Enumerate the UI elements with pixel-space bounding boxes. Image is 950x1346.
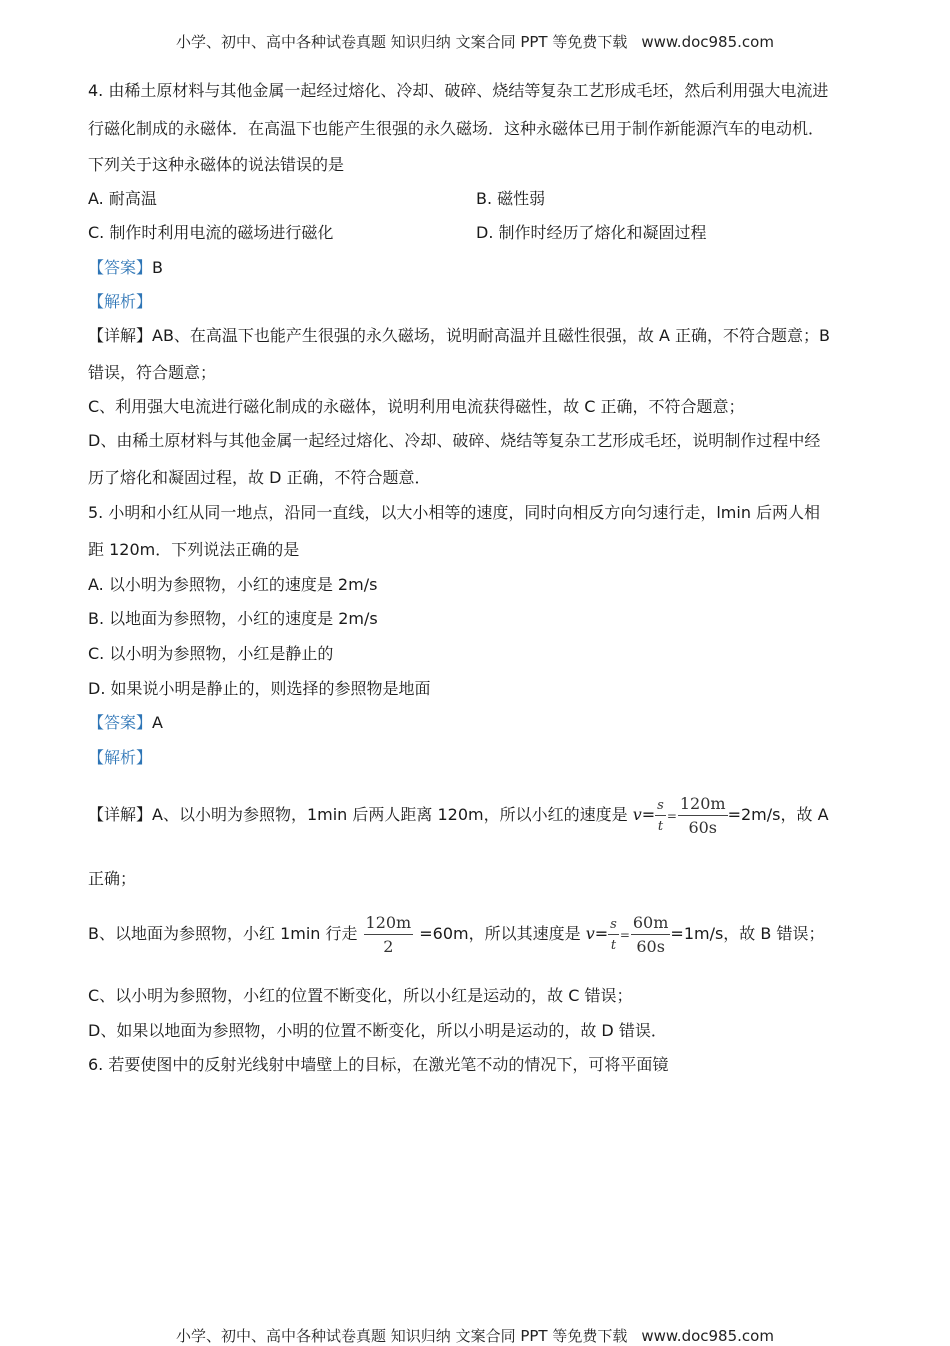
q5-detail-line-2 <box>88 904 824 965</box>
q5-stem-line-2: 距 120m．下列说法正确的是 <box>88 540 300 559</box>
header-text: 小学、初中、高中各种试卷真题 知识归纳 文案合同 PPT 等免费下载 <box>176 33 628 51</box>
header-url[interactable]: www.doc985.com <box>641 33 774 51</box>
q4-stem-line-1: 4. 由稀土原材料与其他金属一起经过熔化、冷却、破碎、烧结等复杂工艺形成毛坯，然后利用强大电流进 <box>88 81 829 100</box>
q4-stem-line-2: 行磁化制成的永磁体．在高温下也能产生很强的永久磁场．这种永磁体已用于制作新能源汽车的电动机． <box>88 119 825 138</box>
fraction-denominator: t <box>610 937 617 953</box>
answer-tag: 【答案】 <box>88 258 153 277</box>
q5-analysis-tag: 【解析】 <box>88 748 153 767</box>
q5-option-b: B. 以地面为参照物，小红的速度是 2m/s <box>88 609 378 628</box>
q5-answer <box>88 713 163 733</box>
q4-analysis-tag: 【解析】 <box>88 292 153 311</box>
q5-detail-line-4: D、如果以地面为参照物，小明的位置不断变化，所以小明是运动的，故 D 错误． <box>88 1021 667 1040</box>
fraction-numerator: 120m <box>364 915 414 935</box>
fraction-denominator: 60s <box>688 817 718 837</box>
fraction-60m-over-60s <box>631 912 671 956</box>
answer-tag: 【答案】 <box>88 713 153 732</box>
q4-detail-line-3: C、利用强大电流进行磁化制成的永磁体，说明利用电流获得磁性，故 C 正确，不符合题意； <box>88 397 745 416</box>
q5-detail-line-3: C、以小明为参照物，小红的位置不断变化，所以小红是运动的，故 C 错误； <box>88 986 633 1005</box>
q4-option-d: D. 制作时经历了熔化和凝固过程 <box>476 223 707 242</box>
equals-sign: = <box>594 924 609 943</box>
fraction-numerator: s <box>608 918 619 935</box>
q5-option-a: A. 以小明为参照物，小红的速度是 2m/s <box>88 575 378 594</box>
q5-option-c: C. 以小明为参照物，小红是静止的 <box>88 644 334 663</box>
fraction-120m-over-2 <box>364 912 414 956</box>
fraction-120m-over-60s <box>678 793 728 837</box>
footer-url[interactable]: www.doc985.com <box>641 1327 774 1345</box>
q4-detail-line-5: 历了熔化和凝固过程，故 D 正确，不符合题意． <box>88 468 431 487</box>
detail-text: 【详解】A、以小明为参照物，1min 后两人距离 120m，所以小红的速度是 <box>88 805 633 824</box>
answer-value: A <box>152 713 163 732</box>
footer-text: 小学、初中、高中各种试卷真题 知识归纳 文案合同 PPT 等免费下载 <box>176 1327 628 1345</box>
answer-value: B <box>152 258 163 277</box>
q6-stem: 6. 若要使图中的反射光线射中墙壁上的目标，在激光笔不动的情况下，可将平面镜 <box>88 1055 669 1074</box>
detail-text: =60m，所以其速度是 <box>419 924 586 943</box>
q5-stem-line-1: 5. 小明和小红从同一地点，沿同一直线，以大小相等的速度，同时向相反方向匀速行走，lmin 后两人相 <box>88 503 821 522</box>
q4-option-a: A. 耐高温 <box>88 189 157 208</box>
q4-stem-line-3: 下列关于这种永磁体的说法错误的是 <box>88 155 345 174</box>
q5-detail-line-1 <box>88 793 829 838</box>
fraction-denominator: 2 <box>383 936 394 956</box>
fraction-numerator: 120m <box>678 796 728 816</box>
q4-answer <box>88 258 163 278</box>
detail-text: B、以地面为参照物，小红 1min 行走 <box>88 924 358 943</box>
velocity-symbol: v <box>585 924 595 943</box>
fraction-s-over-t <box>655 799 666 833</box>
equals-sign: = <box>619 927 630 942</box>
q4-detail-line-2: 错误，符合题意； <box>88 363 217 382</box>
fraction-numerator: s <box>655 799 666 816</box>
q4-option-b: B. 磁性弱 <box>476 189 546 208</box>
q4-detail-line-4: D、由稀土原材料与其他金属一起经过熔化、冷却、破碎、烧结等复杂工艺形成毛坯，说明制作过程中经 <box>88 431 821 450</box>
equals-sign: = <box>666 808 677 823</box>
velocity-symbol: v <box>632 805 642 824</box>
q5-detail-line-1-cont: 正确； <box>88 869 137 888</box>
equals-sign: = <box>641 805 656 824</box>
q5-option-d: D. 如果说小明是静止的，则选择的参照物是地面 <box>88 679 431 698</box>
q4-detail-line-1: 【详解】AB、在高温下也能产生很强的永久磁场，说明耐高温并且磁性很强，故 A 正确，不符合题意；B <box>88 326 831 345</box>
fraction-denominator: t <box>657 818 664 834</box>
fraction-numerator: 60m <box>631 915 671 935</box>
q4-option-c: C. 制作时利用电流的磁场进行磁化 <box>88 223 334 242</box>
detail-text: =2m/s，故 A <box>727 805 829 824</box>
fraction-denominator: 60s <box>636 936 665 956</box>
page-header <box>0 31 950 52</box>
detail-text: =1m/s，故 B 错误； <box>670 924 825 943</box>
fraction-s-over-t <box>608 918 619 952</box>
page-footer <box>0 1325 950 1346</box>
